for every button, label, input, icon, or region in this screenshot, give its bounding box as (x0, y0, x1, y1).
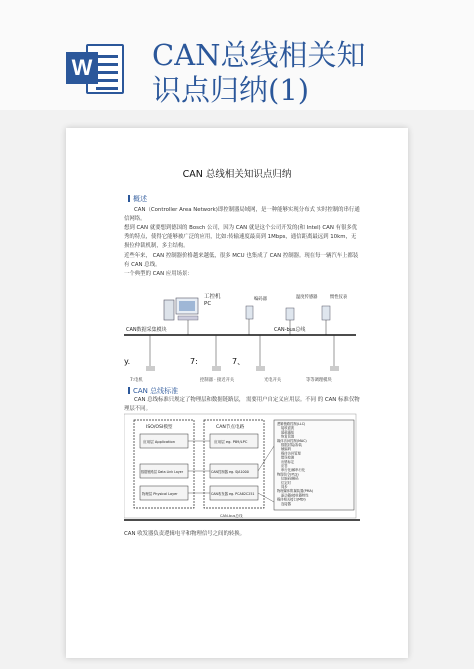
inertial-meter-icon (322, 306, 330, 320)
word-doc-icon (66, 40, 124, 98)
device-icon-photoswitch (256, 366, 265, 371)
can-layers-diagram (124, 406, 360, 526)
can-acquisition-module-label: CAN数据采集模块 (126, 327, 167, 333)
paragraph-recent: 近些年来， CAN 控制器价格越来越低，很多 MCU 也集成了 CAN 控制器。现在每一辆汽车上都装有 CAN 总线。 (124, 253, 359, 268)
page-title-line-2: 识点归纳(1) (152, 73, 310, 107)
svg-text:同步: 同步 (281, 485, 288, 489)
svg-text:出错标定: 出错标定 (281, 459, 295, 464)
svg-text:物理信令(PLS): 物理信令(PLS) (277, 472, 299, 477)
can-network-diagram (124, 286, 356, 386)
svg-text:逻辑链路控制(LLC): 逻辑链路控制(LLC) (277, 422, 306, 426)
can-node-title: CAN节点电路 (216, 425, 245, 430)
svg-text:错误检测: 错误检测 (281, 455, 295, 460)
bottom-label-controller: 控制器 · 接近开关 (200, 378, 235, 383)
svg-text:数据封装/拆装: 数据封装/拆装 (281, 443, 302, 447)
svg-text:媒体访问控制(MAC): 媒体访问控制(MAC) (277, 438, 307, 443)
svg-text:物理层 Physical Layer: 物理层 Physical Layer (142, 492, 178, 496)
pc-label-2: PC (204, 301, 212, 307)
svg-text:媒体相关接口(MDI): 媒体相关接口(MDI) (277, 497, 306, 502)
bottom-label-module: 等等调理模块 (306, 378, 332, 383)
paragraph-scenario: 一个典型的 CAN 应用场景： (124, 271, 193, 277)
section-heading-standard: CAN 总线标准 (128, 386, 178, 396)
can-bus-caption: CAN-bus总线 (220, 514, 243, 518)
industrial-pc-icon (164, 298, 198, 320)
paragraph-intro: CAN（Controller Area Network)即控制器局域网，是一种能够实现分布式 实时控制的串行通信网络。 (124, 207, 360, 222)
temperature-sensor-icon (286, 308, 294, 320)
node-label-temperature: 温度传感器 (296, 295, 318, 300)
annotation-7: 7: (190, 357, 198, 366)
svg-text:连接器: 连接器 (281, 501, 291, 506)
svg-text:CAN控制器 eg. SJA1000: CAN控制器 eg. SJA1000 (211, 470, 249, 474)
paragraph-standard: CAN 总线标准只规定了物理层和数据链路层， 需要用户自定义应用层。不同 的 CAN 标准仅物理层不同。 (124, 397, 360, 412)
pc-label-1: 工控机 (204, 294, 221, 300)
node-label-encoder: 编码器 (254, 297, 267, 302)
annotation-7b: 7、 (232, 357, 246, 366)
annotation-y: y. (124, 357, 131, 366)
encoder-icon (246, 306, 253, 319)
device-icon-module (330, 366, 339, 371)
document-page (66, 128, 408, 658)
can-bus-label: CAN-bus总线 (274, 327, 306, 333)
bottom-label-motor: 7:电机 (130, 378, 143, 383)
device-icon-controller (212, 366, 221, 371)
section-heading-overview: 概述 (128, 194, 147, 204)
word-letter-badge: W (66, 52, 98, 84)
device-icon-motor (146, 366, 155, 371)
svg-text:超载通知: 超载通知 (281, 430, 295, 435)
svg-text:串行化/解串行化: 串行化/解串行化 (281, 468, 306, 473)
svg-text:恢复管理: 恢复管理 (281, 434, 295, 439)
document-title: CAN 总线相关知识点归纳 (182, 169, 292, 180)
svg-text:数据链路层 Data Link Layer: 数据链路层 Data Link Layer (141, 470, 184, 474)
svg-text:驱动器/接收器特性: 驱动器/接收器特性 (281, 493, 309, 498)
svg-text:帧编码: 帧编码 (281, 447, 291, 452)
svg-text:位定时: 位定时 (281, 480, 291, 485)
paragraph-bosch: 想到 CAN 就要想到德国的 Bosch 公司，因为 CAN 就是这个公司开发的(和 Intel) CAN 有很多优秀的特点，使得它能够被广泛的应用，比如:传输速度最高到 1Mbps，通信距离最远到 10km，无损位仲裁机制，多主结构。 (124, 225, 358, 249)
osi-model-title: ISO/OSI模型 (146, 425, 173, 430)
svg-text:位编码/解码: 位编码/解码 (281, 476, 299, 481)
node-label-inertial: 惯性仪表 (330, 295, 348, 300)
page-title-line-1: CAN总线相关知 (152, 38, 366, 72)
svg-text:CAN收发器 eg. PCA82C251: CAN收发器 eg. PCA82C251 (211, 492, 255, 496)
page-title (152, 38, 462, 108)
svg-text:媒体访问管理: 媒体访问管理 (281, 451, 301, 456)
paragraph-transceiver: CAN 收发器负责逻辑电平和物理信号之间的转换。 (124, 531, 246, 537)
svg-text:应答: 应答 (281, 464, 288, 468)
svg-text:应用层 Application: 应用层 Application (143, 440, 176, 444)
svg-text:应用层 eg. P89/LPC: 应用层 eg. P89/LPC (214, 440, 248, 444)
bottom-label-photoswitch: 光电开关 (264, 378, 282, 383)
svg-text:接收滤波: 接收滤波 (281, 426, 295, 431)
svg-text:物理媒体附属装置(PMA): 物理媒体附属装置(PMA) (277, 489, 314, 494)
